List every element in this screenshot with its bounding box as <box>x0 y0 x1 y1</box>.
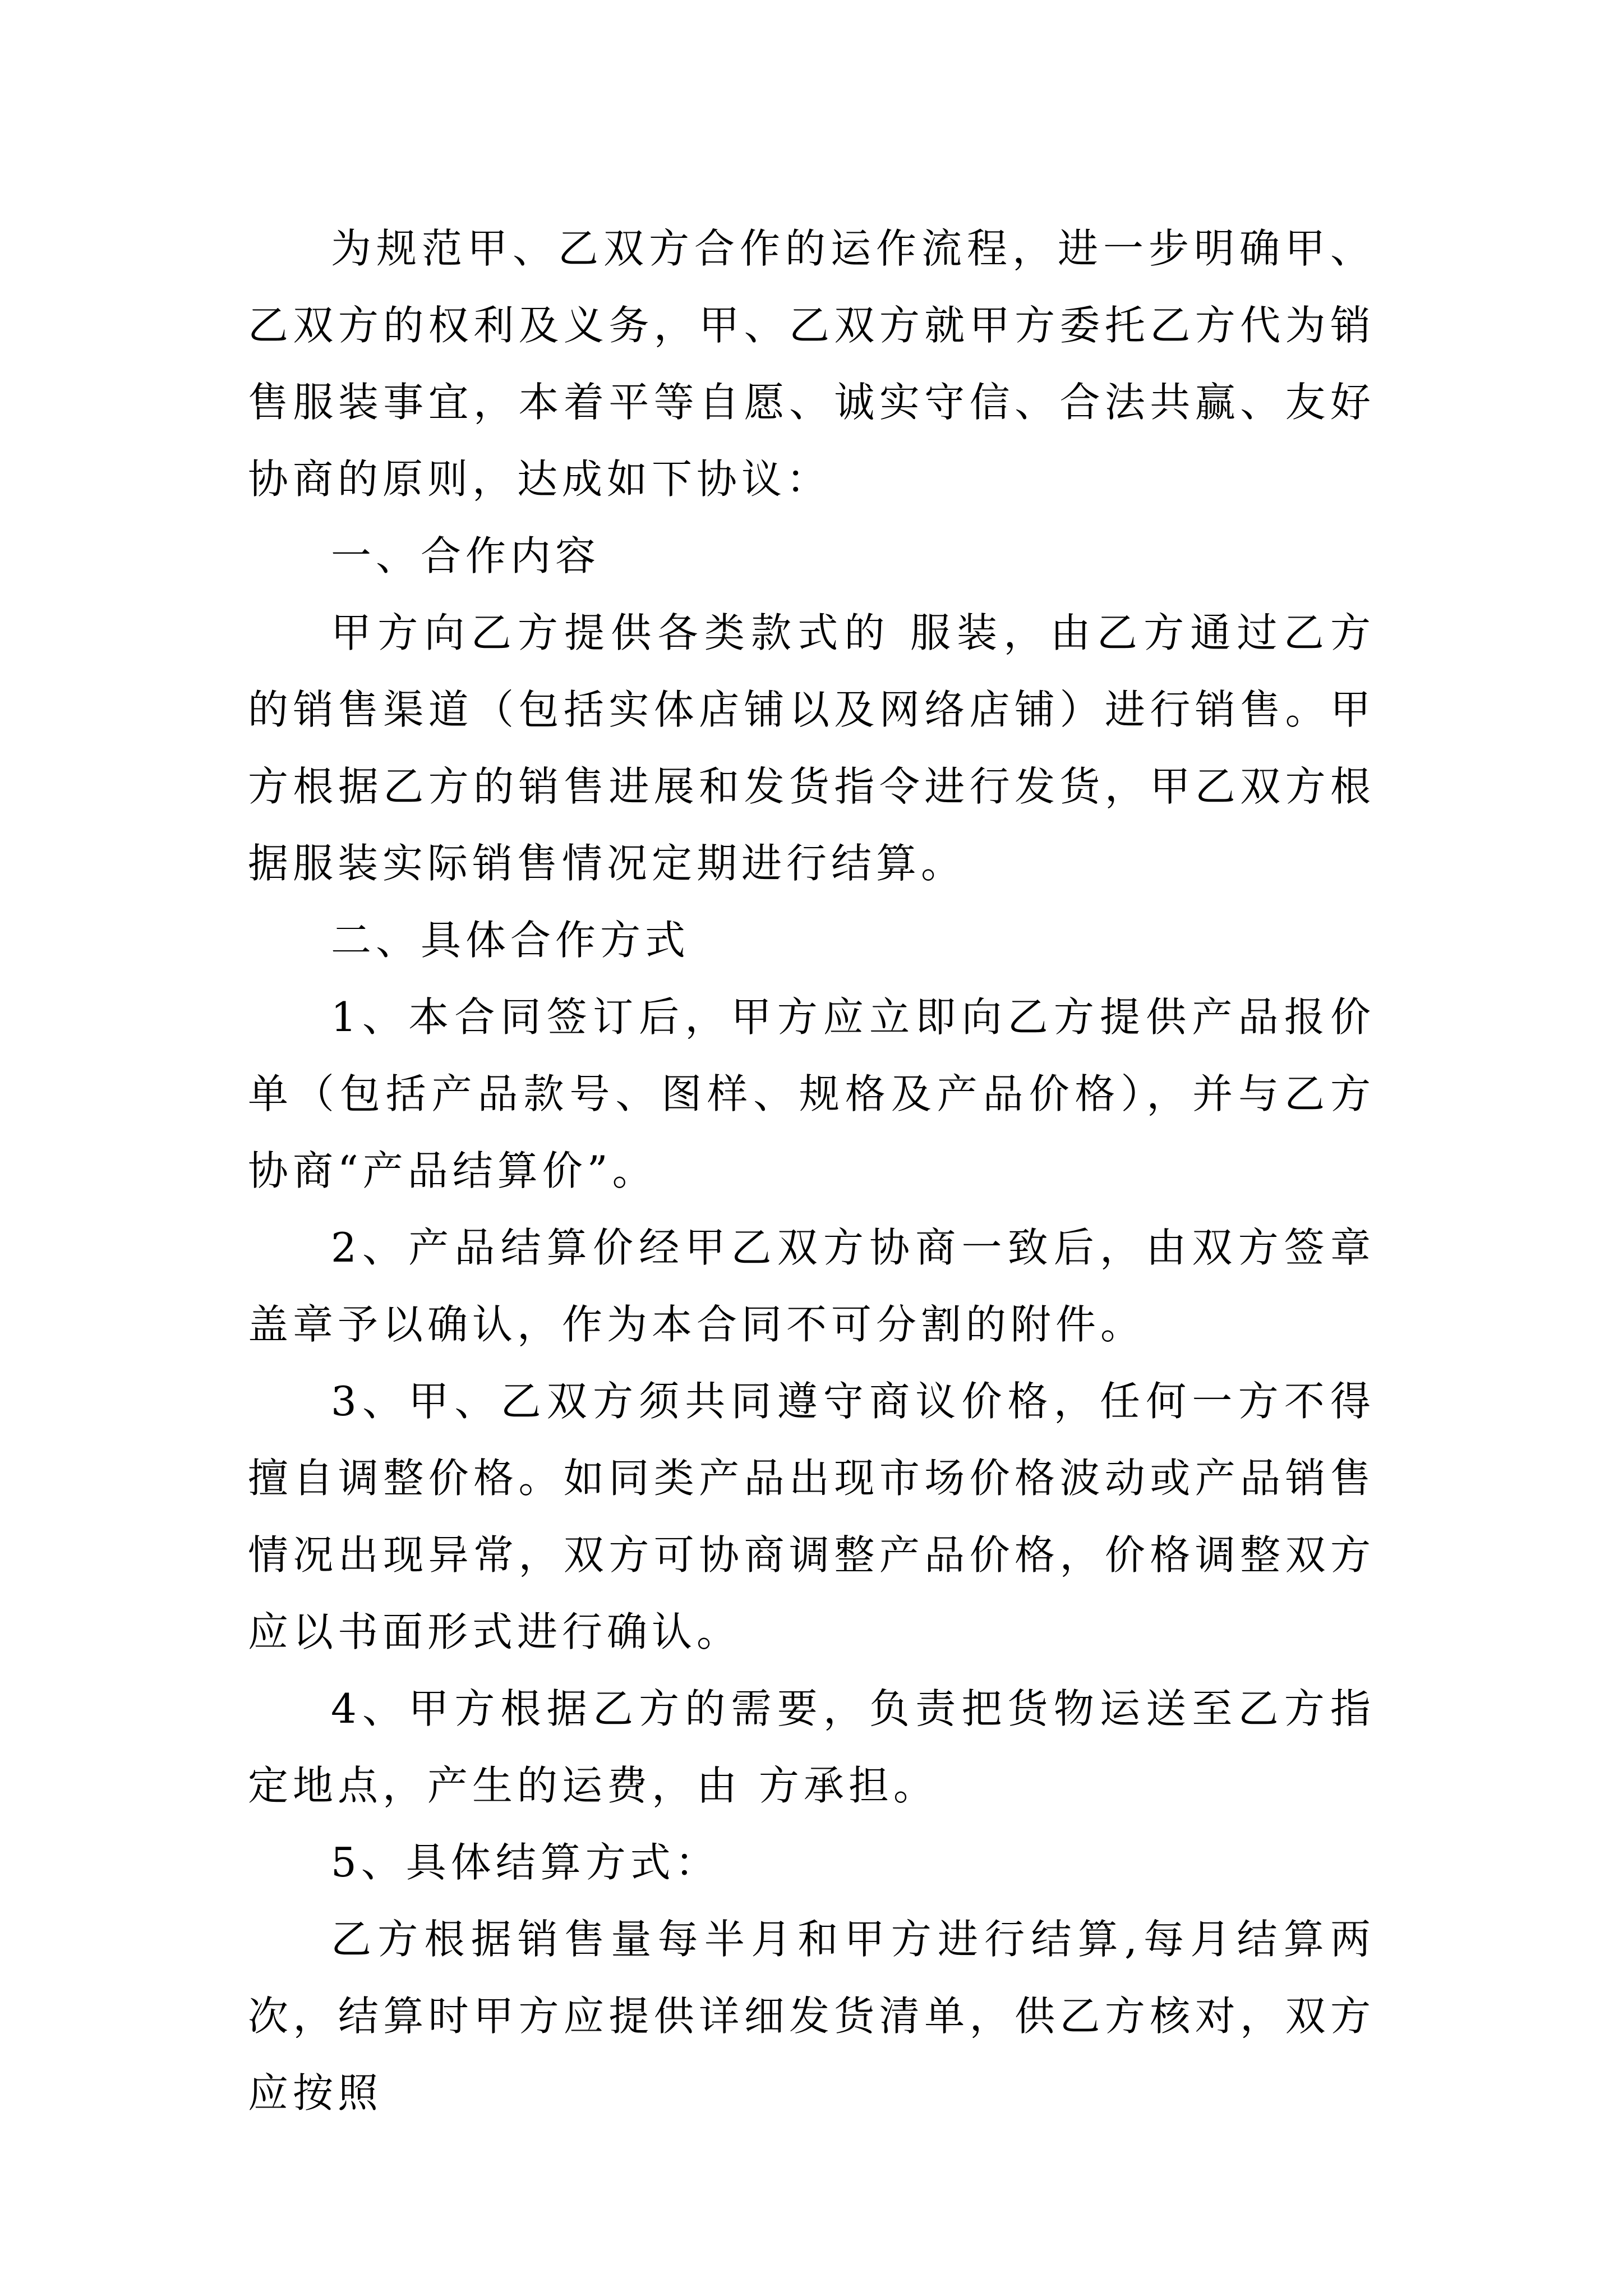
section-heading-cooperation-content: 一、合作内容 <box>331 532 601 579</box>
paragraph-preamble: 为规范甲、乙双方合作的运作流程，进一步明确甲、乙双方的权利及义务，甲、乙双方就甲方委托乙方代为销售服装事宜，本着平等自愿、诚实守信、合法共赢、友好协商的原则，达成如下协议： <box>248 225 1375 503</box>
section-heading-cooperation-method: 二、具体合作方式 <box>331 917 690 964</box>
document-body <box>248 210 1375 2132</box>
clause-4: 4、甲方根据乙方的需要，负责把货物运送至乙方指定地点，产生的运费，由 方承担。 <box>248 1685 1375 1809</box>
paragraph-settlement: 乙方根据销售量每半月和甲方进行结算,每月结算两次，结算时甲方应提供详细发货清单，供乙方核对，双方应按照 <box>248 1916 1375 2116</box>
clause-2: 2、产品结算价经甲乙双方协商一致后，由双方签章盖章予以确认，作为本合同不可分割的附件。 <box>248 1224 1375 1348</box>
paragraph-cooperation-content: 甲方向乙方提供各类款式的 服装，由乙方通过乙方的销售渠道（包括实体店铺以及网络店铺）进行销售。甲方根据乙方的销售进展和发货指令进行发货，甲乙双方根据服装实际销售情况定期进行结算。 <box>248 609 1375 887</box>
clause-5: 5、具体结算方式： <box>331 1839 720 1886</box>
clause-3: 3、甲、乙双方须共同遵守商议价格，任何一方不得擅自调整价格。如同类产品出现市场价格波动或产品销售情况出现异常，双方可协商调整产品价格，价格调整双方应以书面形式进行确认。 <box>248 1378 1375 1655</box>
clause-1: 1、本合同签订后，甲方应立即向乙方提供产品报价单（包括产品款号、图样、规格及产品价格），并与乙方协商“产品结算价”。 <box>248 993 1375 1194</box>
